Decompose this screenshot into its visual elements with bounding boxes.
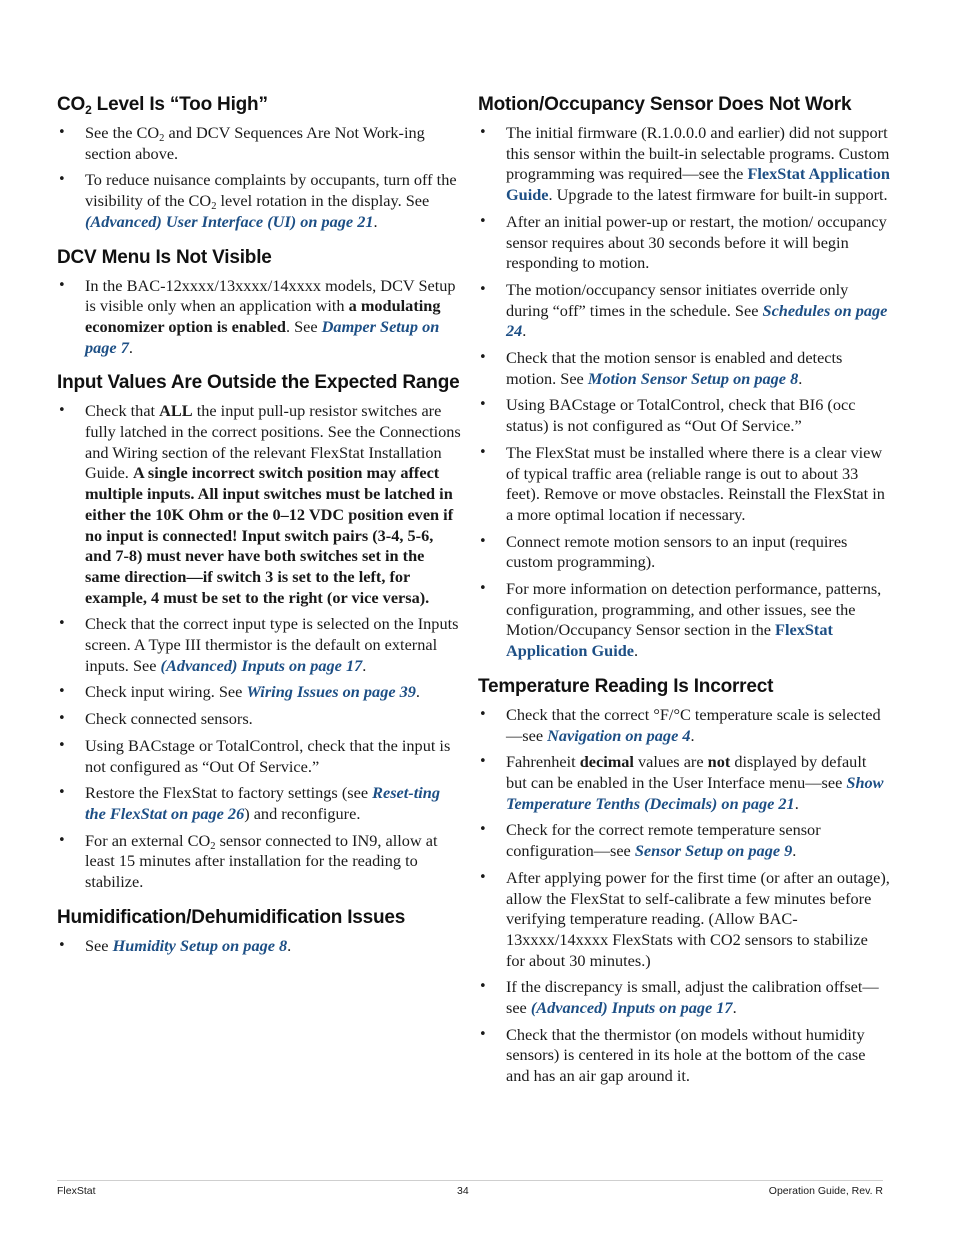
list-item: • For more information on detection performance, patterns, configuration, programming, and other issues, see the Motion/Occupancy Sensor section in the FlexStat Application Guide. (478, 579, 890, 662)
xref-user-interface-link[interactable]: (Advanced) User Interface (UI) on page 21 (85, 211, 374, 231)
xref-damper-setup-link[interactable]: Damper Setup on page 7 (85, 316, 440, 357)
application-guide-link[interactable]: FlexStat Application Guide (506, 620, 833, 661)
list-item: • The FlexStat must be installed where there is a clear view of typical traffic area (reliable range is out to about 33 feet). Remove or move obstacles. Reinstall the FlexStat in a more optimal location if necessary. (478, 443, 890, 526)
temp-list (478, 705, 890, 1087)
xref-sensor-setup-link[interactable]: Sensor Setup on page 9 (634, 841, 793, 861)
inputs-list (57, 401, 463, 892)
left-column (57, 92, 463, 969)
xref-navigation-link[interactable]: Navigation on page 4 (547, 725, 691, 745)
list-item: • Using BACstage or TotalControl, check that BI6 (occ status) is not configured as “Out Of Service.” (478, 395, 890, 436)
list-item: • The motion/occupancy sensor initiates override only during “off” times in the schedule. See Schedules on page 24. (478, 280, 890, 342)
list-item: • Check for the correct remote temperature sensor configuration—see Sensor Setup on page 9. (478, 820, 890, 861)
application-guide-link[interactable]: FlexStat Application Guide (506, 164, 890, 205)
xref-advanced-inputs-link[interactable]: (Advanced) Inputs on page 17 (530, 998, 733, 1018)
right-column (478, 92, 890, 1099)
footer-page-number: 34 (457, 1185, 469, 1197)
dcv-list (57, 276, 463, 359)
page-footer (57, 1180, 883, 1199)
xref-motion-sensor-setup-link[interactable]: Motion Sensor Setup on page 8 (587, 368, 799, 388)
xref-advanced-inputs-link[interactable]: (Advanced) Inputs on page 17 (160, 655, 363, 675)
list-item: • Connect remote motion sensors to an input (requires custom programming). (478, 532, 890, 573)
xref-temperature-tenths-link[interactable]: Show Temperature Tenths (Decimals) on page 21 (506, 772, 884, 813)
list-item: • Using BACstage or TotalControl, check that the input is not configured as “Out Of Service.” (57, 736, 463, 777)
heading-humidification: Humidification/Dehumidification Issues (57, 906, 406, 928)
heading-co2-too-high: $CO_2$ Level Is “Too High” (57, 94, 268, 117)
footer-document-title: Operation Guide, Rev. R (768, 1185, 883, 1197)
heading-temperature-reading: Temperature Reading Is Incorrect (478, 675, 774, 697)
list-item: • Check that ALL the input pull-up resistor switches are fully latched in the correct positions. See the Connections and Wiring section of the relevant FlexStat Installation Guide. A single incorrect switch position may affect multiple inputs. All input switches must be latched in either the 10K Ohm or the 0–12 VDC position even if no input is connected! Input switch pairs (3-4, 5-6, and 7-8) must never have both switches set in the same direction—if switch 3 is set to the left, for example, 4 must be set to the right (or vice versa). (57, 401, 463, 608)
list-item: • Check that the correct °F/°C temperature scale is selected—see Navigation on page 4. (478, 705, 890, 746)
list-item: • After an initial power-up or restart, the motion/ occupancy sensor requires about 30 seconds before it will begin responding to motion. (478, 212, 890, 274)
list-item: • Check that the thermistor (on models without humidity sensors) is centered in its hole at the bottom of the case and has an air gap around it. (478, 1025, 890, 1087)
list-item: • Check connected sensors. (57, 709, 463, 730)
list-item: • Fahrenheit decimal values are not displayed by default but can be enabled in the User Interface menu—see Show Temperature Tenths (Decimals) on page 21. (478, 752, 890, 814)
humid-list (57, 936, 463, 957)
list-item: • See the $CO_2$ and DCV Sequences Are Not Work-ing section above. (57, 123, 463, 164)
list-item: • If the discrepancy is small, adjust the calibration offset—see (Advanced) Inputs on page 17. (478, 977, 890, 1018)
list-item: • To reduce nuisance complaints by occupants, turn off the visibility of the $CO_2$ level rotation in the display. See (Advanced) User Interface (UI) on page 21. (57, 170, 463, 232)
list-item: • Restore the FlexStat to factory settings (see Reset-ting the FlexStat on page 26) and reconfigure. (57, 783, 463, 824)
list-item: • For an external $CO_2$ sensor connected to IN9, allow at least 15 minutes after installation for the reading to stabilize. (57, 831, 463, 893)
list-item: • Check input wiring. See Wiring Issues on page 39. (57, 682, 463, 703)
heading-input-values: Input Values Are Outside the Expected Range (57, 372, 460, 394)
co2-list (57, 123, 463, 233)
motion-list (478, 123, 890, 662)
xref-schedules-link[interactable]: Schedules on page 24 (506, 300, 888, 341)
heading-dcv-menu: DCV Menu Is Not Visible (57, 246, 272, 268)
list-item: • Check that the correct input type is selected on the Inputs screen. A Type III thermistor is the default on external inputs. See (Advanced) Inputs on page 17. (57, 614, 463, 676)
footer-product-name: FlexStat (57, 1185, 96, 1197)
list-item: • See Humidity Setup on page 8. (57, 936, 463, 957)
list-item: • In the BAC-12xxxx/13xxxx/14xxxx models, DCV Setup is visible only when an application with a modulating economizer option is enabled. See Damper Setup on page 7. (57, 276, 463, 359)
xref-humidity-setup-link[interactable]: Humidity Setup on page 8 (112, 935, 288, 955)
xref-wiring-issues-link[interactable]: Wiring Issues on page 39 (246, 682, 416, 702)
list-item: • The initial firmware (R.1.0.0.0 and earlier) did not support this sensor within the built-in selectable programs. Custom programming was required—see the FlexStat Application Guide. Upgrade to the latest firmware for built-in support. (478, 123, 890, 206)
list-item: • After applying power for the first time (or after an outage), allow the FlexStat to self-calibrate a few minutes before verifying temperature reading. (Allow BAC-13xxxx/14xxxx FlexStats with CO2 sensors to stabilize for about 30 minutes.) (478, 868, 890, 972)
xref-resetting-flexstat-link[interactable]: Reset-ting the FlexStat on page 26 (85, 783, 440, 823)
list-item: • Check that the motion sensor is enabled and detects motion. See Motion Sensor Setup on page 8. (478, 348, 890, 389)
heading-motion-sensor: Motion/Occupancy Sensor Does Not Work (478, 94, 852, 115)
